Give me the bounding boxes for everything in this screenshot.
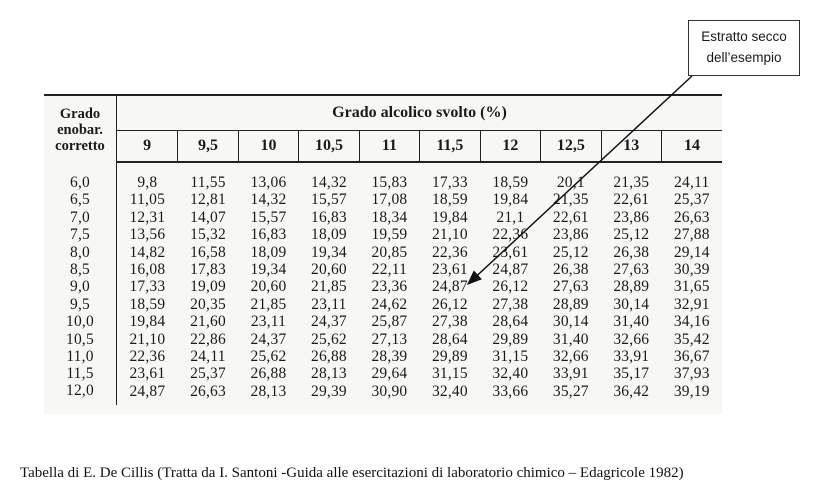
table-cell: 16,83 <box>250 226 287 244</box>
table-cell: 19,59 <box>371 226 408 244</box>
table-cell: 21,35 <box>552 191 589 209</box>
table-cell: 23,86 <box>613 208 650 226</box>
table-cell: 33,66 <box>492 382 529 400</box>
callout-line-2: dell’esempio <box>706 50 782 65</box>
table-cell: 24,11 <box>190 348 226 366</box>
table-cell: 31,15 <box>431 365 468 383</box>
table-cell: 23,61 <box>129 365 166 383</box>
table-cell: 14,32 <box>311 174 347 191</box>
corner-line-1: Grado <box>59 106 101 122</box>
row-grado: 10,5 <box>44 331 117 348</box>
table-cell: 24,11 <box>674 174 710 191</box>
table-cell: 9,8 <box>137 174 158 191</box>
table-cell: 16,58 <box>190 243 226 261</box>
table-cell: 13,06 <box>250 174 287 191</box>
table-cell: 32,40 <box>431 382 468 400</box>
table-cell: 27,63 <box>613 261 650 279</box>
table-cell: 35,27 <box>552 382 589 400</box>
table-cell: 15,83 <box>371 174 408 191</box>
table-cell: 17,83 <box>190 261 226 279</box>
column-header-8: 13 <box>601 131 661 163</box>
table-cell: 17,33 <box>431 174 468 191</box>
table-cell: 22,36 <box>431 243 468 261</box>
table-cell: 23,11 <box>311 295 347 313</box>
table-cell: 18,59 <box>431 191 468 209</box>
table-cell: 29,89 <box>431 348 468 366</box>
table-cell: 18,59 <box>492 174 529 191</box>
table-cell: 27,63 <box>552 278 589 296</box>
table-cell: 11,05 <box>129 191 166 209</box>
table-cell: 26,63 <box>190 382 226 400</box>
column-header-2: 10 <box>238 131 298 163</box>
table-cell: 26,88 <box>311 348 347 366</box>
table-cell: 17,33 <box>129 278 166 296</box>
table-cell: 21,1 <box>496 208 525 226</box>
table-cell: 21,85 <box>311 278 347 296</box>
table-cell: 23,86 <box>552 226 589 244</box>
table-cell: 22,11 <box>371 261 408 279</box>
table-cell: 22,36 <box>129 348 166 366</box>
table-cell: 34,16 <box>673 313 710 331</box>
table-cell: 29,39 <box>311 382 347 400</box>
table-cell: 32,66 <box>613 330 650 348</box>
row-grado: 11,5 <box>44 365 117 382</box>
row-grado: 7,5 <box>44 226 117 243</box>
table-cell: 22,61 <box>552 208 589 226</box>
table-cell: 21,60 <box>190 313 226 331</box>
table-cell: 26,63 <box>673 208 710 226</box>
column-header-9: 14 <box>662 131 722 163</box>
table-cell: 15,57 <box>311 191 347 209</box>
table-cell: 14,82 <box>129 243 166 261</box>
table-cell: 28,13 <box>311 365 347 383</box>
table-cell: 12,81 <box>190 191 226 209</box>
table-cell: 32,91 <box>673 295 710 313</box>
table-cell: 31,15 <box>492 348 529 366</box>
table-cell: 21,10 <box>431 226 468 244</box>
table-cell: 26,38 <box>613 243 650 261</box>
table-cell: 26,12 <box>492 278 529 296</box>
table-cell: 31,40 <box>552 330 589 348</box>
table-cell: 28,39 <box>371 348 408 366</box>
row-grado: 9,5 <box>44 296 117 313</box>
table-cell: 30,14 <box>552 313 589 331</box>
table-cell: 25,87 <box>371 313 408 331</box>
column-header-1: 9,5 <box>178 131 238 163</box>
corner-line-2: enobar. <box>57 122 103 138</box>
table-cell: 30,39 <box>673 261 710 279</box>
table-cell: 28,89 <box>613 278 650 296</box>
table-cell: 23,36 <box>371 278 408 296</box>
row-grado: 6,0 <box>44 162 117 191</box>
table-cell: 39,19 <box>673 382 710 400</box>
table-cell: 24,87 <box>129 382 166 400</box>
table-cell: 29,89 <box>492 330 529 348</box>
table-cell: 18,09 <box>311 226 347 244</box>
table-cell: 19,84 <box>129 313 166 331</box>
table-cell: 26,12 <box>431 295 468 313</box>
table-cell: 20,60 <box>311 261 347 279</box>
row-grado: 11,0 <box>44 348 117 365</box>
table-cell: 29,64 <box>371 365 408 383</box>
table-cell: 35,42 <box>673 330 710 348</box>
table-cell: 16,83 <box>311 208 347 226</box>
row-grado: 7,0 <box>44 209 117 226</box>
table-cell: 14,32 <box>250 191 287 209</box>
table-cell: 32,40 <box>492 365 529 383</box>
table-cell: 33,91 <box>613 348 650 366</box>
column-header-6: 12 <box>480 131 540 163</box>
table-cell: 27,38 <box>492 295 529 313</box>
table-cell: 25,12 <box>552 243 589 261</box>
table-cell: 21,35 <box>613 174 650 191</box>
table-cell: 21,85 <box>250 295 287 313</box>
table-cell: 25,37 <box>673 191 710 209</box>
table-cell: 31,65 <box>673 278 710 296</box>
column-header-7: 12,5 <box>541 131 601 163</box>
table-cell: 22,86 <box>190 330 226 348</box>
table-cell: 19,09 <box>190 278 226 296</box>
table-title: Grado alcolico svolto (%) <box>117 95 723 131</box>
row-grado: 9,0 <box>44 278 117 295</box>
table-cell: 30,90 <box>371 382 408 400</box>
table-cell: 18,09 <box>250 243 287 261</box>
table-cell: 11,55 <box>190 174 226 191</box>
table-cell: 25,12 <box>613 226 650 244</box>
table-cell: 19,34 <box>311 243 347 261</box>
table-cell: 24,87 <box>431 278 468 296</box>
table-cell: 29,14 <box>673 243 710 261</box>
table-cell: 19,84 <box>431 208 468 226</box>
table-cell: 36,42 <box>613 382 650 400</box>
row-grado: 10,0 <box>44 313 117 330</box>
table-cell: 15,57 <box>250 208 287 226</box>
arrow-line <box>468 76 692 284</box>
table-cell: 16,08 <box>129 261 166 279</box>
table-cell: 25,62 <box>250 348 287 366</box>
table-cell: 32,66 <box>552 348 589 366</box>
table-cell: 27,38 <box>431 313 468 331</box>
table-cell: 22,36 <box>492 226 529 244</box>
table-cell: 28,64 <box>492 313 529 331</box>
table-cell: 24,87 <box>492 261 529 279</box>
table-cell: 24,62 <box>371 295 408 313</box>
table-cell: 22,61 <box>613 191 650 209</box>
row-grado: 12,0 <box>44 383 117 405</box>
corner-line-3: corretto <box>55 138 105 154</box>
table-cell: 21,10 <box>129 330 166 348</box>
column-header-4: 11 <box>359 131 419 163</box>
table-cell: 20,85 <box>371 243 408 261</box>
table-caption: Tabella di E. De Cillis (Tratta da I. Santoni -Guida alle esercitazioni di laboratorio chimico – Edagricole 1982) <box>20 465 684 481</box>
table-cell: 26,38 <box>552 261 589 279</box>
table-cell: 23,11 <box>250 313 287 331</box>
column-header-3: 10,5 <box>299 131 359 163</box>
table-cell: 25,37 <box>190 365 226 383</box>
table-cell: 24,37 <box>311 313 347 331</box>
table-cell: 19,84 <box>492 191 529 209</box>
table-cell: 18,34 <box>371 208 408 226</box>
table-cell: 23,61 <box>492 243 529 261</box>
table-cell: 14,07 <box>190 208 226 226</box>
callout-line-1: Estratto secco <box>701 29 787 44</box>
table-cell: 24,37 <box>250 330 287 348</box>
table-cell: 30,14 <box>613 295 650 313</box>
table-cell: 15,32 <box>190 226 226 244</box>
table-cell: 28,64 <box>431 330 468 348</box>
column-header-5: 11,5 <box>420 131 480 163</box>
table-cell: 20,35 <box>190 295 226 313</box>
table-cell: 28,13 <box>250 382 287 400</box>
table-cell: 12,31 <box>129 208 166 226</box>
table-cell: 20,1 <box>556 174 585 191</box>
table-cell: 25,62 <box>311 330 347 348</box>
table-cell: 27,88 <box>673 226 710 244</box>
table-cell: 35,17 <box>613 365 650 383</box>
table-cell: 37,93 <box>673 365 710 383</box>
table-cell: 28,89 <box>552 295 589 313</box>
table-cell: 27,13 <box>371 330 408 348</box>
table-cell: 23,61 <box>431 261 468 279</box>
row-grado: 6,5 <box>44 191 117 208</box>
table-cell: 17,08 <box>371 191 408 209</box>
table-cell: 26,88 <box>250 365 287 383</box>
table-cell: 19,34 <box>250 261 287 279</box>
row-grado: 8,5 <box>44 261 117 278</box>
table-cell: 20,60 <box>250 278 287 296</box>
table-cell: 36,67 <box>673 348 710 366</box>
table-cell: 13,56 <box>129 226 166 244</box>
table-cell: 33,91 <box>552 365 589 383</box>
column-header-0: 9 <box>117 131 178 163</box>
table-cell: 18,59 <box>129 295 166 313</box>
table-cell: 31,40 <box>613 313 650 331</box>
row-grado: 8,0 <box>44 244 117 261</box>
